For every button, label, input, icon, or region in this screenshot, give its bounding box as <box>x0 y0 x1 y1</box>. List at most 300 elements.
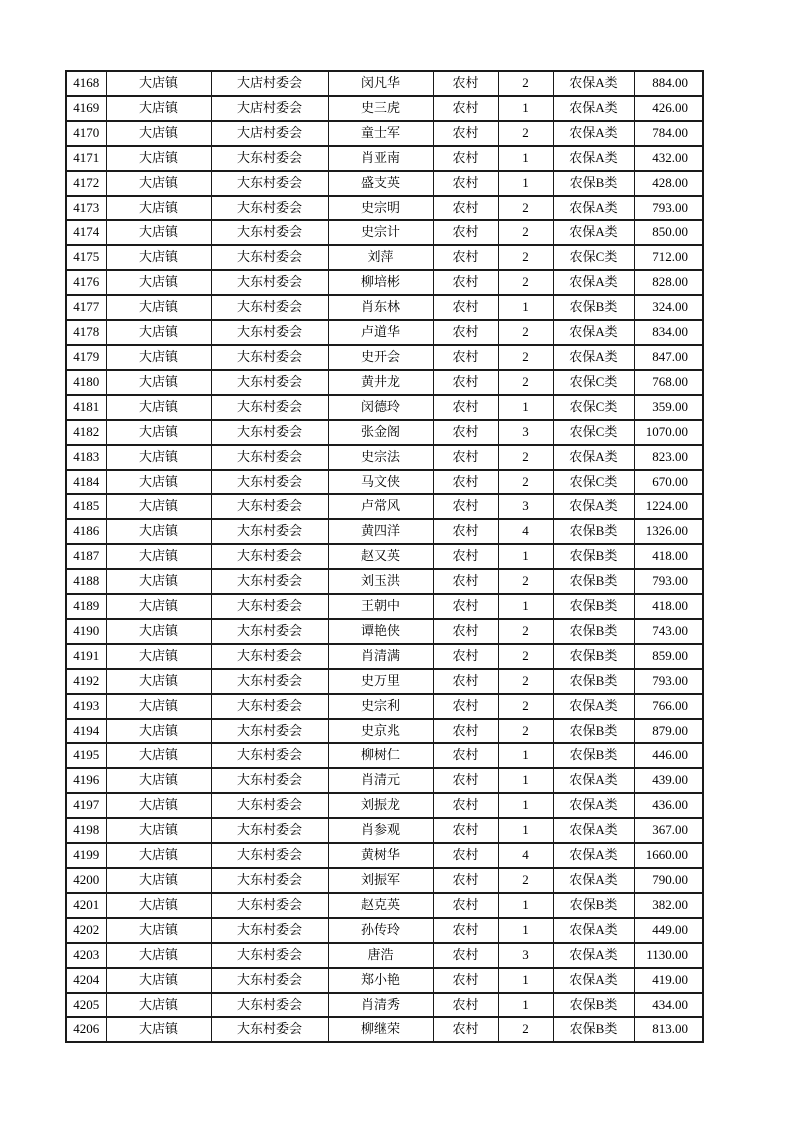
village-committee-cell: 大东村委会 <box>211 220 328 245</box>
insurance-class-cell: 农保A类 <box>553 918 634 943</box>
person-name-cell: 郑小艳 <box>328 968 433 993</box>
amount-cell: 432.00 <box>634 146 703 171</box>
table-row <box>66 843 703 868</box>
serial-number-cell: 4190 <box>66 619 106 644</box>
amount-cell: 793.00 <box>634 196 703 221</box>
amount-cell: 793.00 <box>634 569 703 594</box>
serial-number-cell: 4198 <box>66 818 106 843</box>
village-committee-cell: 大东村委会 <box>211 818 328 843</box>
serial-number-cell: 4184 <box>66 470 106 495</box>
residence-type-cell: 农村 <box>433 220 498 245</box>
table-row <box>66 544 703 569</box>
person-count-cell: 2 <box>498 619 553 644</box>
serial-number-cell: 4174 <box>66 220 106 245</box>
amount-cell: 1326.00 <box>634 519 703 544</box>
table-row <box>66 569 703 594</box>
village-committee-cell: 大店村委会 <box>211 71 328 96</box>
person-count-cell: 2 <box>498 470 553 495</box>
person-count-cell: 2 <box>498 719 553 744</box>
town-cell: 大店镇 <box>106 1017 211 1042</box>
town-cell: 大店镇 <box>106 768 211 793</box>
amount-cell: 823.00 <box>634 445 703 470</box>
table-row <box>66 345 703 370</box>
person-count-cell: 3 <box>498 494 553 519</box>
table-row <box>66 1017 703 1042</box>
village-committee-cell: 大东村委会 <box>211 146 328 171</box>
residence-type-cell: 农村 <box>433 743 498 768</box>
town-cell: 大店镇 <box>106 295 211 320</box>
town-cell: 大店镇 <box>106 320 211 345</box>
town-cell: 大店镇 <box>106 470 211 495</box>
person-count-cell: 3 <box>498 420 553 445</box>
village-committee-cell: 大东村委会 <box>211 345 328 370</box>
serial-number-cell: 4169 <box>66 96 106 121</box>
town-cell: 大店镇 <box>106 146 211 171</box>
table-row <box>66 943 703 968</box>
residence-type-cell: 农村 <box>433 719 498 744</box>
residence-type-cell: 农村 <box>433 644 498 669</box>
person-name-cell: 黄树华 <box>328 843 433 868</box>
village-committee-cell: 大东村委会 <box>211 420 328 445</box>
town-cell: 大店镇 <box>106 743 211 768</box>
residence-type-cell: 农村 <box>433 295 498 320</box>
amount-cell: 879.00 <box>634 719 703 744</box>
amount-cell: 419.00 <box>634 968 703 993</box>
serial-number-cell: 4204 <box>66 968 106 993</box>
serial-number-cell: 4180 <box>66 370 106 395</box>
village-committee-cell: 大东村委会 <box>211 694 328 719</box>
person-name-cell: 张金阁 <box>328 420 433 445</box>
person-name-cell: 黄四洋 <box>328 519 433 544</box>
village-committee-cell: 大东村委会 <box>211 445 328 470</box>
village-committee-cell: 大东村委会 <box>211 320 328 345</box>
person-count-cell: 2 <box>498 445 553 470</box>
serial-number-cell: 4181 <box>66 395 106 420</box>
serial-number-cell: 4171 <box>66 146 106 171</box>
village-committee-cell: 大东村委会 <box>211 669 328 694</box>
village-committee-cell: 大东村委会 <box>211 918 328 943</box>
amount-cell: 1224.00 <box>634 494 703 519</box>
table-row <box>66 968 703 993</box>
person-count-cell: 1 <box>498 96 553 121</box>
residence-type-cell: 农村 <box>433 768 498 793</box>
serial-number-cell: 4177 <box>66 295 106 320</box>
person-name-cell: 史宗明 <box>328 196 433 221</box>
insurance-class-cell: 农保A类 <box>553 320 634 345</box>
table-row <box>66 395 703 420</box>
person-name-cell: 柳树仁 <box>328 743 433 768</box>
amount-cell: 439.00 <box>634 768 703 793</box>
town-cell: 大店镇 <box>106 420 211 445</box>
insurance-class-cell: 农保A类 <box>553 818 634 843</box>
table-row <box>66 494 703 519</box>
insurance-class-cell: 农保B类 <box>553 743 634 768</box>
serial-number-cell: 4179 <box>66 345 106 370</box>
serial-number-cell: 4178 <box>66 320 106 345</box>
serial-number-cell: 4183 <box>66 445 106 470</box>
serial-number-cell: 4203 <box>66 943 106 968</box>
amount-cell: 367.00 <box>634 818 703 843</box>
residence-type-cell: 农村 <box>433 843 498 868</box>
village-committee-cell: 大店村委会 <box>211 96 328 121</box>
person-name-cell: 肖清满 <box>328 644 433 669</box>
table-row <box>66 619 703 644</box>
insurance-class-cell: 农保C类 <box>553 395 634 420</box>
town-cell: 大店镇 <box>106 868 211 893</box>
serial-number-cell: 4173 <box>66 196 106 221</box>
amount-cell: 324.00 <box>634 295 703 320</box>
table-row <box>66 320 703 345</box>
serial-number-cell: 4195 <box>66 743 106 768</box>
table-row <box>66 196 703 221</box>
amount-cell: 418.00 <box>634 594 703 619</box>
table-row <box>66 420 703 445</box>
table-row <box>66 146 703 171</box>
amount-cell: 434.00 <box>634 993 703 1018</box>
table-row <box>66 220 703 245</box>
person-count-cell: 4 <box>498 843 553 868</box>
insurance-class-cell: 农保B类 <box>553 569 634 594</box>
residence-type-cell: 农村 <box>433 594 498 619</box>
amount-cell: 670.00 <box>634 470 703 495</box>
amount-cell: 859.00 <box>634 644 703 669</box>
table-row <box>66 993 703 1018</box>
person-count-cell: 1 <box>498 993 553 1018</box>
person-count-cell: 2 <box>498 694 553 719</box>
town-cell: 大店镇 <box>106 818 211 843</box>
village-committee-cell: 大东村委会 <box>211 993 328 1018</box>
person-count-cell: 1 <box>498 768 553 793</box>
amount-cell: 1070.00 <box>634 420 703 445</box>
person-name-cell: 肖清秀 <box>328 993 433 1018</box>
residence-type-cell: 农村 <box>433 943 498 968</box>
insurance-class-cell: 农保B类 <box>553 171 634 196</box>
table-row <box>66 669 703 694</box>
town-cell: 大店镇 <box>106 519 211 544</box>
table-row <box>66 445 703 470</box>
person-count-cell: 1 <box>498 818 553 843</box>
amount-cell: 712.00 <box>634 245 703 270</box>
person-count-cell: 2 <box>498 245 553 270</box>
serial-number-cell: 4187 <box>66 544 106 569</box>
residence-type-cell: 农村 <box>433 519 498 544</box>
table-row <box>66 270 703 295</box>
town-cell: 大店镇 <box>106 943 211 968</box>
serial-number-cell: 4185 <box>66 494 106 519</box>
serial-number-cell: 4188 <box>66 569 106 594</box>
amount-cell: 828.00 <box>634 270 703 295</box>
residence-type-cell: 农村 <box>433 993 498 1018</box>
village-committee-cell: 大东村委会 <box>211 370 328 395</box>
person-count-cell: 2 <box>498 669 553 694</box>
village-committee-cell: 大东村委会 <box>211 295 328 320</box>
residence-type-cell: 农村 <box>433 868 498 893</box>
village-committee-cell: 大东村委会 <box>211 1017 328 1042</box>
insurance-class-cell: 农保B类 <box>553 993 634 1018</box>
residence-type-cell: 农村 <box>433 1017 498 1042</box>
person-name-cell: 黄井龙 <box>328 370 433 395</box>
person-name-cell: 童士军 <box>328 121 433 146</box>
person-count-cell: 1 <box>498 893 553 918</box>
person-name-cell: 闵德玲 <box>328 395 433 420</box>
residence-type-cell: 农村 <box>433 370 498 395</box>
residence-type-cell: 农村 <box>433 918 498 943</box>
amount-cell: 784.00 <box>634 121 703 146</box>
insurance-class-cell: 农保A类 <box>553 694 634 719</box>
amount-cell: 768.00 <box>634 370 703 395</box>
table-row <box>66 719 703 744</box>
insurance-class-cell: 农保C类 <box>553 245 634 270</box>
serial-number-cell: 4176 <box>66 270 106 295</box>
village-committee-cell: 大店村委会 <box>211 121 328 146</box>
village-committee-cell: 大东村委会 <box>211 245 328 270</box>
town-cell: 大店镇 <box>106 445 211 470</box>
table-row <box>66 96 703 121</box>
person-name-cell: 马文侠 <box>328 470 433 495</box>
insurance-class-cell: 农保A类 <box>553 121 634 146</box>
amount-cell: 436.00 <box>634 793 703 818</box>
person-count-cell: 2 <box>498 270 553 295</box>
person-count-cell: 1 <box>498 544 553 569</box>
residence-type-cell: 农村 <box>433 71 498 96</box>
person-name-cell: 肖参观 <box>328 818 433 843</box>
village-committee-cell: 大东村委会 <box>211 569 328 594</box>
serial-number-cell: 4200 <box>66 868 106 893</box>
person-name-cell: 盛支英 <box>328 171 433 196</box>
serial-number-cell: 4189 <box>66 594 106 619</box>
table-row <box>66 694 703 719</box>
table-row <box>66 121 703 146</box>
village-committee-cell: 大东村委会 <box>211 768 328 793</box>
person-name-cell: 刘振龙 <box>328 793 433 818</box>
person-name-cell: 谭艳侠 <box>328 619 433 644</box>
residence-type-cell: 农村 <box>433 968 498 993</box>
insurance-class-cell: 农保A类 <box>553 494 634 519</box>
amount-cell: 449.00 <box>634 918 703 943</box>
person-count-cell: 2 <box>498 1017 553 1042</box>
person-count-cell: 2 <box>498 121 553 146</box>
village-committee-cell: 大东村委会 <box>211 270 328 295</box>
town-cell: 大店镇 <box>106 569 211 594</box>
amount-cell: 1660.00 <box>634 843 703 868</box>
person-count-cell: 1 <box>498 594 553 619</box>
town-cell: 大店镇 <box>106 270 211 295</box>
residence-type-cell: 农村 <box>433 245 498 270</box>
village-committee-cell: 大东村委会 <box>211 619 328 644</box>
table-row <box>66 793 703 818</box>
person-name-cell: 孙传玲 <box>328 918 433 943</box>
village-committee-cell: 大东村委会 <box>211 594 328 619</box>
pension-payment-table <box>65 70 704 1043</box>
serial-number-cell: 4172 <box>66 171 106 196</box>
serial-number-cell: 4202 <box>66 918 106 943</box>
insurance-class-cell: 农保C类 <box>553 470 634 495</box>
person-name-cell: 卢道华 <box>328 320 433 345</box>
amount-cell: 426.00 <box>634 96 703 121</box>
residence-type-cell: 农村 <box>433 420 498 445</box>
amount-cell: 428.00 <box>634 171 703 196</box>
person-count-cell: 1 <box>498 146 553 171</box>
amount-cell: 850.00 <box>634 220 703 245</box>
person-name-cell: 史宗利 <box>328 694 433 719</box>
amount-cell: 847.00 <box>634 345 703 370</box>
insurance-class-cell: 农保B类 <box>553 893 634 918</box>
amount-cell: 790.00 <box>634 868 703 893</box>
village-committee-cell: 大东村委会 <box>211 395 328 420</box>
person-name-cell: 史宗计 <box>328 220 433 245</box>
town-cell: 大店镇 <box>106 843 211 868</box>
town-cell: 大店镇 <box>106 893 211 918</box>
table-row <box>66 743 703 768</box>
person-count-cell: 1 <box>498 793 553 818</box>
town-cell: 大店镇 <box>106 96 211 121</box>
residence-type-cell: 农村 <box>433 569 498 594</box>
person-name-cell: 史开会 <box>328 345 433 370</box>
insurance-class-cell: 农保A类 <box>553 445 634 470</box>
serial-number-cell: 4196 <box>66 768 106 793</box>
town-cell: 大店镇 <box>106 544 211 569</box>
insurance-class-cell: 农保A类 <box>553 71 634 96</box>
person-name-cell: 卢常风 <box>328 494 433 519</box>
insurance-class-cell: 农保A类 <box>553 868 634 893</box>
insurance-class-cell: 农保B类 <box>553 594 634 619</box>
amount-cell: 793.00 <box>634 669 703 694</box>
residence-type-cell: 农村 <box>433 395 498 420</box>
person-name-cell: 史三虎 <box>328 96 433 121</box>
person-count-cell: 2 <box>498 644 553 669</box>
table-row <box>66 818 703 843</box>
village-committee-cell: 大东村委会 <box>211 519 328 544</box>
village-committee-cell: 大东村委会 <box>211 968 328 993</box>
residence-type-cell: 农村 <box>433 320 498 345</box>
residence-type-cell: 农村 <box>433 445 498 470</box>
amount-cell: 743.00 <box>634 619 703 644</box>
serial-number-cell: 4194 <box>66 719 106 744</box>
village-committee-cell: 大东村委会 <box>211 743 328 768</box>
town-cell: 大店镇 <box>106 171 211 196</box>
serial-number-cell: 4170 <box>66 121 106 146</box>
residence-type-cell: 农村 <box>433 544 498 569</box>
insurance-class-cell: 农保B类 <box>553 1017 634 1042</box>
table-row <box>66 893 703 918</box>
table-row <box>66 71 703 96</box>
residence-type-cell: 农村 <box>433 669 498 694</box>
insurance-class-cell: 农保B类 <box>553 619 634 644</box>
town-cell: 大店镇 <box>106 71 211 96</box>
person-count-cell: 3 <box>498 943 553 968</box>
person-name-cell: 史京兆 <box>328 719 433 744</box>
amount-cell: 813.00 <box>634 1017 703 1042</box>
person-count-cell: 2 <box>498 196 553 221</box>
person-count-cell: 2 <box>498 71 553 96</box>
village-committee-cell: 大东村委会 <box>211 544 328 569</box>
village-committee-cell: 大东村委会 <box>211 719 328 744</box>
serial-number-cell: 4175 <box>66 245 106 270</box>
town-cell: 大店镇 <box>106 494 211 519</box>
town-cell: 大店镇 <box>106 370 211 395</box>
person-name-cell: 柳继荣 <box>328 1017 433 1042</box>
person-name-cell: 肖东林 <box>328 295 433 320</box>
residence-type-cell: 农村 <box>433 121 498 146</box>
village-committee-cell: 大东村委会 <box>211 793 328 818</box>
table-row <box>66 519 703 544</box>
residence-type-cell: 农村 <box>433 494 498 519</box>
person-count-cell: 1 <box>498 968 553 993</box>
pension-payment-table-body <box>66 71 703 1042</box>
village-committee-cell: 大东村委会 <box>211 943 328 968</box>
town-cell: 大店镇 <box>106 918 211 943</box>
residence-type-cell: 农村 <box>433 196 498 221</box>
insurance-class-cell: 农保A类 <box>553 968 634 993</box>
town-cell: 大店镇 <box>106 121 211 146</box>
insurance-class-cell: 农保A类 <box>553 146 634 171</box>
person-name-cell: 唐浩 <box>328 943 433 968</box>
town-cell: 大店镇 <box>106 669 211 694</box>
amount-cell: 884.00 <box>634 71 703 96</box>
insurance-class-cell: 农保A类 <box>553 270 634 295</box>
insurance-class-cell: 农保C类 <box>553 370 634 395</box>
amount-cell: 834.00 <box>634 320 703 345</box>
table-row <box>66 594 703 619</box>
insurance-class-cell: 农保A类 <box>553 768 634 793</box>
village-committee-cell: 大东村委会 <box>211 843 328 868</box>
residence-type-cell: 农村 <box>433 793 498 818</box>
residence-type-cell: 农村 <box>433 171 498 196</box>
village-committee-cell: 大东村委会 <box>211 470 328 495</box>
residence-type-cell: 农村 <box>433 96 498 121</box>
insurance-class-cell: 农保A类 <box>553 96 634 121</box>
serial-number-cell: 4182 <box>66 420 106 445</box>
insurance-class-cell: 农保B类 <box>553 544 634 569</box>
town-cell: 大店镇 <box>106 395 211 420</box>
amount-cell: 1130.00 <box>634 943 703 968</box>
serial-number-cell: 4191 <box>66 644 106 669</box>
insurance-class-cell: 农保B类 <box>553 644 634 669</box>
residence-type-cell: 农村 <box>433 270 498 295</box>
town-cell: 大店镇 <box>106 196 211 221</box>
table-row <box>66 644 703 669</box>
village-committee-cell: 大东村委会 <box>211 494 328 519</box>
person-name-cell: 肖清元 <box>328 768 433 793</box>
person-count-cell: 1 <box>498 295 553 320</box>
insurance-class-cell: 农保A类 <box>553 220 634 245</box>
insurance-class-cell: 农保A类 <box>553 793 634 818</box>
amount-cell: 766.00 <box>634 694 703 719</box>
town-cell: 大店镇 <box>106 993 211 1018</box>
person-count-cell: 2 <box>498 345 553 370</box>
person-count-cell: 1 <box>498 395 553 420</box>
serial-number-cell: 4186 <box>66 519 106 544</box>
person-count-cell: 1 <box>498 918 553 943</box>
serial-number-cell: 4206 <box>66 1017 106 1042</box>
person-name-cell: 闵凡华 <box>328 71 433 96</box>
insurance-class-cell: 农保B类 <box>553 295 634 320</box>
town-cell: 大店镇 <box>106 968 211 993</box>
table-row <box>66 470 703 495</box>
insurance-class-cell: 农保B类 <box>553 519 634 544</box>
insurance-class-cell: 农保C类 <box>553 420 634 445</box>
town-cell: 大店镇 <box>106 345 211 370</box>
person-name-cell: 刘萍 <box>328 245 433 270</box>
serial-number-cell: 4197 <box>66 793 106 818</box>
village-committee-cell: 大东村委会 <box>211 196 328 221</box>
person-name-cell: 史宗法 <box>328 445 433 470</box>
person-count-cell: 1 <box>498 743 553 768</box>
serial-number-cell: 4193 <box>66 694 106 719</box>
person-name-cell: 柳培彬 <box>328 270 433 295</box>
table-row <box>66 918 703 943</box>
person-name-cell: 王朝中 <box>328 594 433 619</box>
